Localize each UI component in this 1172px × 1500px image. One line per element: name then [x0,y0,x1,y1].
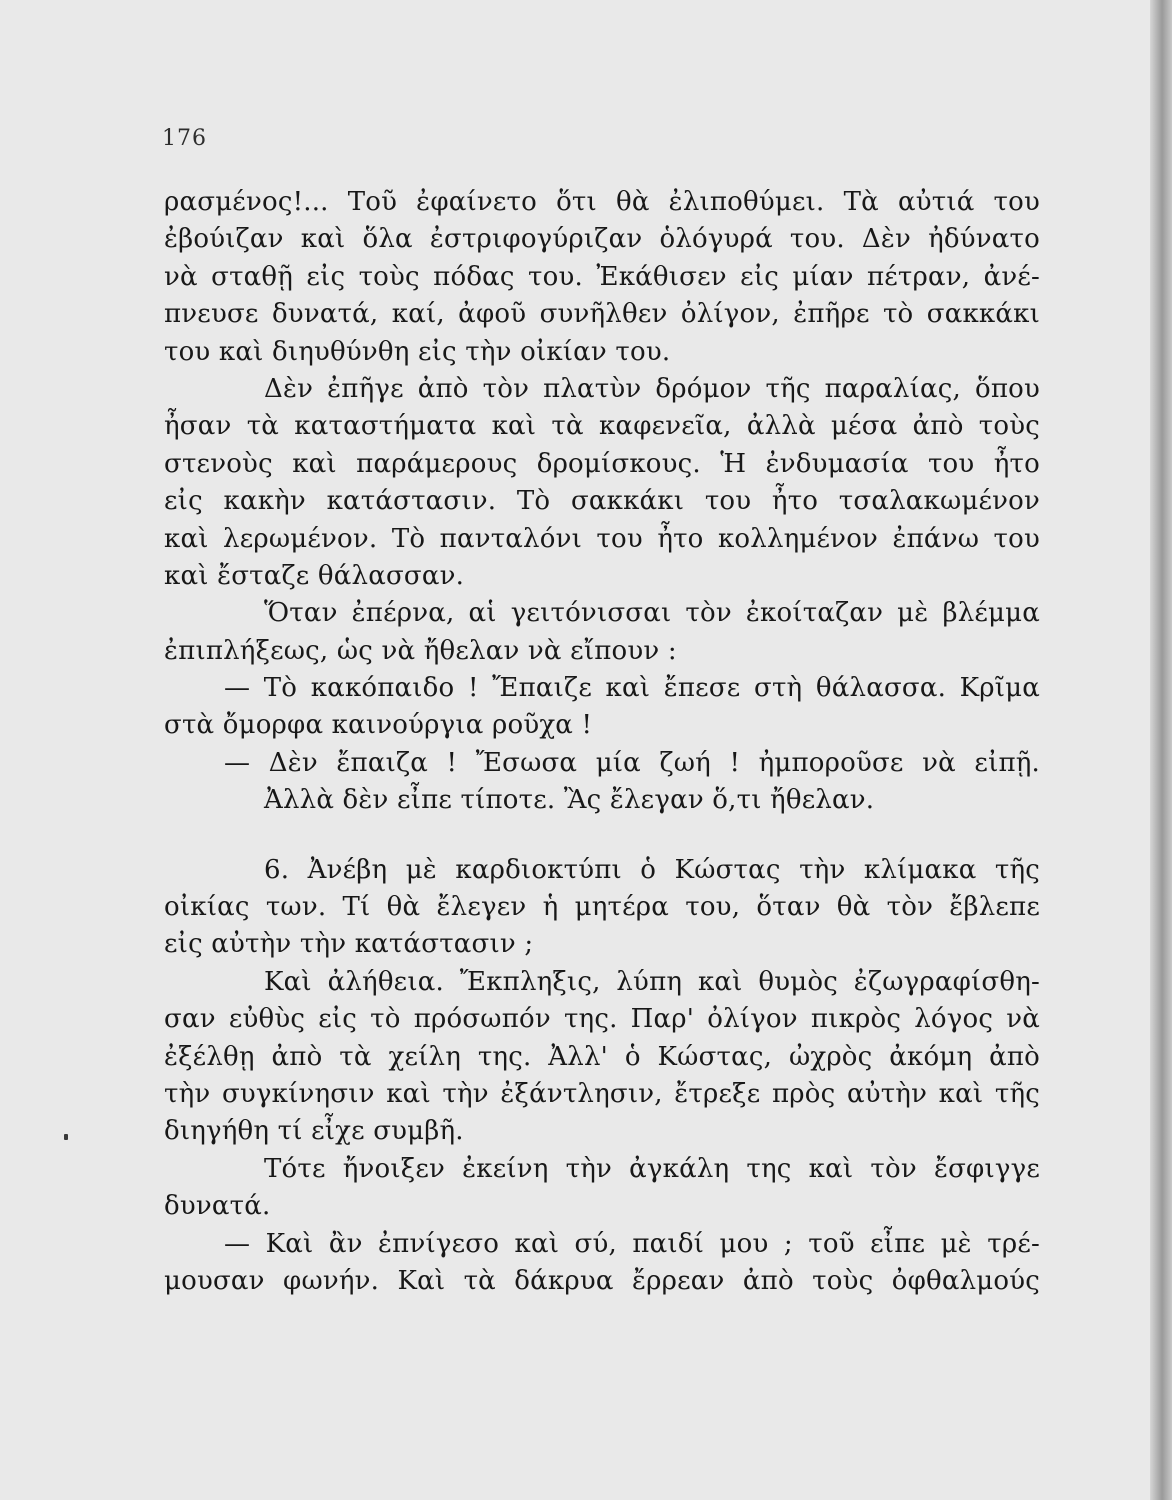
dialog-line: — Δὲν ἔπαιζα ! Ἔσωσα μία ζωή ! ἠμποροῦσε νὰ εἰπῇ. [224,747,1040,778]
text-line: καὶ ἔσταζε θάλασσαν. [164,560,465,591]
ink-speck [64,1134,68,1140]
text-line: ἐξέλθῃ ἀπὸ τὰ χείλη της. Ἀλλ' ὁ Κώστας, ὠχρὸς ἀκόμη ἀπὸ [164,1041,1040,1072]
text-line: διηγήθη τί εἶχε συμβῆ. [164,1116,464,1147]
section-gap [164,820,1040,852]
text-line: ἦσαν τὰ καταστήματα καὶ τὰ καφενεῖα, ἀλλὰ μέσα ἀπὸ τοὺς [164,411,1040,442]
text-line: του καὶ διηυθύνθη εἰς τὴν οἰκίαν του. [164,336,671,367]
text-line: δυνατά. [164,1191,271,1222]
text-line: πνευσε δυνατά, καί, ἀφοῦ συνῆλθεν ὀλίγον, ἐπῆρε τὸ σακκάκι [164,299,1040,330]
page-edge-shadow [1150,0,1172,1500]
text-line: στὰ ὄμορφα καινούργια ροῦχα ! [164,710,593,741]
text-line: Ἀλλὰ δὲν εἶπε τίποτε. Ἂς ἔλεγαν ὅ,τι ἤθελαν. [264,785,875,816]
dialog-line: — Καὶ ἂν ἐπνίγεσο καὶ σύ, παιδί μου ; τοῦ εἶπε μὲ τρέ- [224,1228,1040,1259]
text-line: νὰ σταθῇ εἰς τοὺς πόδας του. Ἐκάθισεν εἰς μίαν πέτραν, ἀνέ- [164,261,1040,292]
page-number: 176 [162,126,207,151]
text-line: σαν εὐθὺς εἰς τὸ πρόσωπόν της. Παρ' ὀλίγον πικρὸς λόγος νὰ [164,1004,1040,1035]
text-line: Ὅταν ἐπέρνα, αἱ γειτόνισσαι τὸν ἐκοίταζαν μὲ βλέμμα [264,598,1040,629]
text-line: ἐβούιζαν καὶ ὅλα ἐστριφογύριζαν ὁλόγυρά του. Δὲν ἠδύνατο [164,224,1040,255]
text-line: εἰς αὐτὴν τὴν κατάστασιν ; [164,929,534,960]
text-line: μουσαν φωνήν. Καὶ τὰ δάκρυα ἔρρεαν ἀπὸ τοὺς ὀφθαλμούς [164,1265,1040,1296]
text-line: οἰκίας των. Τί θὰ ἔλεγεν ἡ μητέρα του, ὅταν θὰ τὸν ἔβλεπε [164,892,1040,923]
text-line: τὴν συγκίνησιν καὶ τὴν ἐξάντλησιν, ἔτρεξε πρὸς αὐτὴν καὶ τῆς [164,1078,1040,1109]
text-line: Δὲν ἐπῆγε ἀπὸ τὸν πλατὺν δρόμον τῆς παραλίας, ὅπου [264,373,1040,404]
page-body-text [164,184,1040,1300]
text-line: καὶ λερωμένον. Τὸ πανταλόνι του ἦτο κολλημένον ἐπάνω του [164,523,1040,554]
text-line: εἰς κακὴν κατάστασιν. Τὸ σακκάκι του ἦτο τσαλακωμένον [164,486,1040,517]
text-line: Τότε ἤνοιξεν ἐκείνη τὴν ἀγκάλη της καὶ τὸν ἔσφιγγε [264,1153,1040,1184]
section-start-line: 6. Ἀνέβη μὲ καρδιοκτύπι ὁ Κώστας τὴν κλίμακα τῆς [264,854,1040,885]
text-line: ρασμένος!... Τοῦ ἐφαίνετο ὅτι θὰ ἐλιποθύμει. Τὰ αὐτιά του [164,187,1040,217]
text-line: ἐπιπλήξεως, ὡς νὰ ἤθελαν νὰ εἴπουν : [164,635,677,666]
text-line: Καὶ ἀλήθεια. Ἔκπληξις, λύπη καὶ θυμὸς ἐζωγραφίσθη- [264,966,1040,997]
dialog-line: — Τὸ κακόπαιδο ! Ἔπαιζε καὶ ἔπεσε στὴ θάλασσα. Κρῖμα [224,673,1040,704]
text-line: στενοὺς καὶ παράμερους δρομίσκους. Ἡ ἐνδυμασία του ἦτο [164,448,1040,479]
